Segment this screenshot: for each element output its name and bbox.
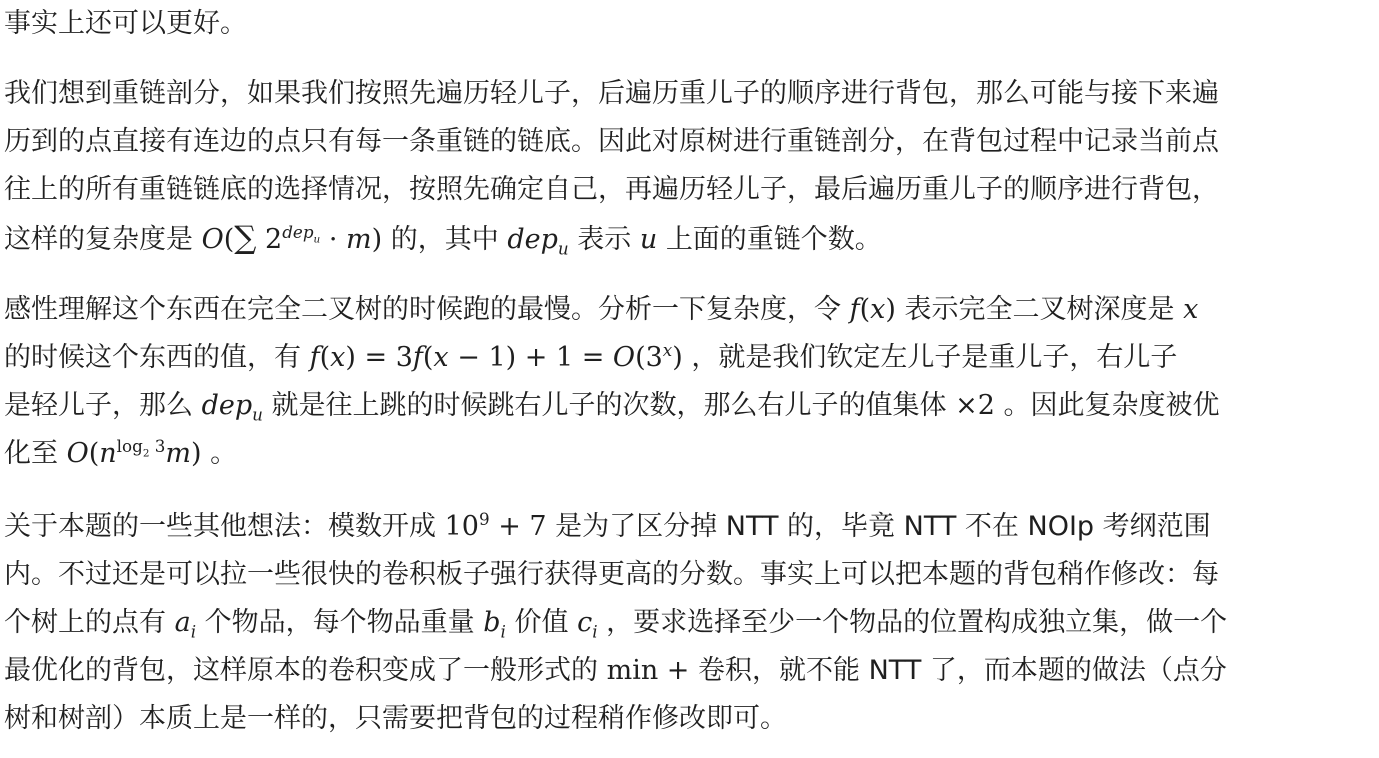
- math-c-i: $c_i$: [577, 607, 598, 642]
- text-fragment: 就是往上跳的时候跳右儿子的次数，那么右儿子的值集体: [271, 390, 947, 421]
- text-line: 我们想到重链剖分，如果我们按照先遍历轻儿子，后遍历重儿子的顺序进行背包，那么可能与接下来遍: [4, 78, 1219, 109]
- text-line: [4, 599, 1379, 647]
- text-line: [4, 382, 1379, 430]
- text-fragment: 是为了区分掉 NTT 的，毕竟 NTT 不在 NOIp 考纲范围: [555, 511, 1211, 542]
- math-modulus: $10^9 + 7$: [444, 509, 547, 542]
- text-line: 历到的点直接有连边的点只有每一条重链的链底。因此对原树进行重链剖分，在背包过程中记录当前点: [4, 126, 1219, 157]
- text-fragment: 表示: [577, 224, 632, 255]
- text-line: 树和树剖）本质上是一样的，只需要把背包的过程稍作修改即可。: [4, 703, 787, 734]
- text-line: 往上的所有重链链底的选择情况，按照先确定自己，再遍历轻儿子，最后遍历重儿子的顺序进行背包，: [4, 174, 1219, 205]
- text-fragment: 卷积，就不能 NTT 了，而本题的做法（点分: [698, 655, 1227, 686]
- text-fragment: 。因此复杂度被优: [1003, 390, 1220, 421]
- text-line: [4, 430, 1379, 478]
- text-line: [4, 286, 1379, 334]
- text-fragment: 的，其中: [390, 224, 499, 255]
- text-fragment: 关于本题的一些其他想法：模数开成: [4, 511, 436, 542]
- math-recurrence: $f(x) = 3f(x - 1) + 1 = O(3^x)$: [309, 340, 683, 373]
- text-fragment: 上面的重链个数。: [665, 224, 882, 255]
- math-times-two: ×2: [955, 390, 995, 421]
- text-line: 事实上还可以更好。: [4, 8, 247, 39]
- text-fragment: 表示完全二叉树深度是: [904, 294, 1175, 325]
- text-fragment: 这样的复杂度是: [4, 224, 193, 255]
- text-fragment: 是轻儿子，那么: [4, 390, 193, 421]
- text-line: [4, 503, 1379, 551]
- text-fragment: 最优化的背包，这样原本的卷积变成了一般形式的: [4, 655, 598, 686]
- text-fragment: 价值: [514, 607, 569, 638]
- text-fragment: ，就是我们钦定左儿子是重儿子，右儿子: [691, 342, 1178, 373]
- text-fragment: 。: [210, 438, 238, 469]
- text-fragment: 个树上的点有: [4, 607, 166, 638]
- math-final-complexity: $O(n^{log_2 3}m)$: [66, 436, 202, 469]
- math-dep-u: dep$_u$: [201, 390, 263, 425]
- text-fragment: 化至: [4, 438, 58, 469]
- math-f-x: f(x): [849, 294, 896, 325]
- paragraph-3: [4, 286, 1379, 478]
- text-fragment: 个物品，每个物品重量: [204, 607, 475, 638]
- math-a-i: $a_i$: [174, 607, 197, 642]
- math-dep-u: dep$_u$: [507, 224, 569, 259]
- paragraph-4: [4, 503, 1379, 743]
- paragraph-1: [4, 0, 1379, 48]
- math-x: x: [1183, 294, 1199, 325]
- text-line: [4, 334, 1379, 382]
- text-line: [4, 214, 1379, 262]
- text-line: 内。不过还是可以拉一些很快的卷积板子强行获得更高的分数。事实上可以把本题的背包稍作修改：每: [4, 559, 1219, 590]
- article-body: [4, 0, 1379, 743]
- text-line: [4, 647, 1379, 695]
- math-b-i: $b_i$: [483, 607, 506, 642]
- paragraph-2: [4, 70, 1379, 262]
- text-fragment: 的时候这个东西的值，有: [4, 342, 301, 373]
- math-complexity-sum: O(∑ $2^{dep_u} \cdot m$): [201, 220, 391, 256]
- text-fragment: 感性理解这个东西在完全二叉树的时候跑的最慢。分析一下复杂度，令: [4, 294, 841, 325]
- text-fragment: ，要求选择至少一个物品的位置构成独立集，做一个: [606, 607, 1228, 638]
- math-min-plus: min +: [606, 655, 690, 686]
- math-u: u: [639, 224, 658, 255]
